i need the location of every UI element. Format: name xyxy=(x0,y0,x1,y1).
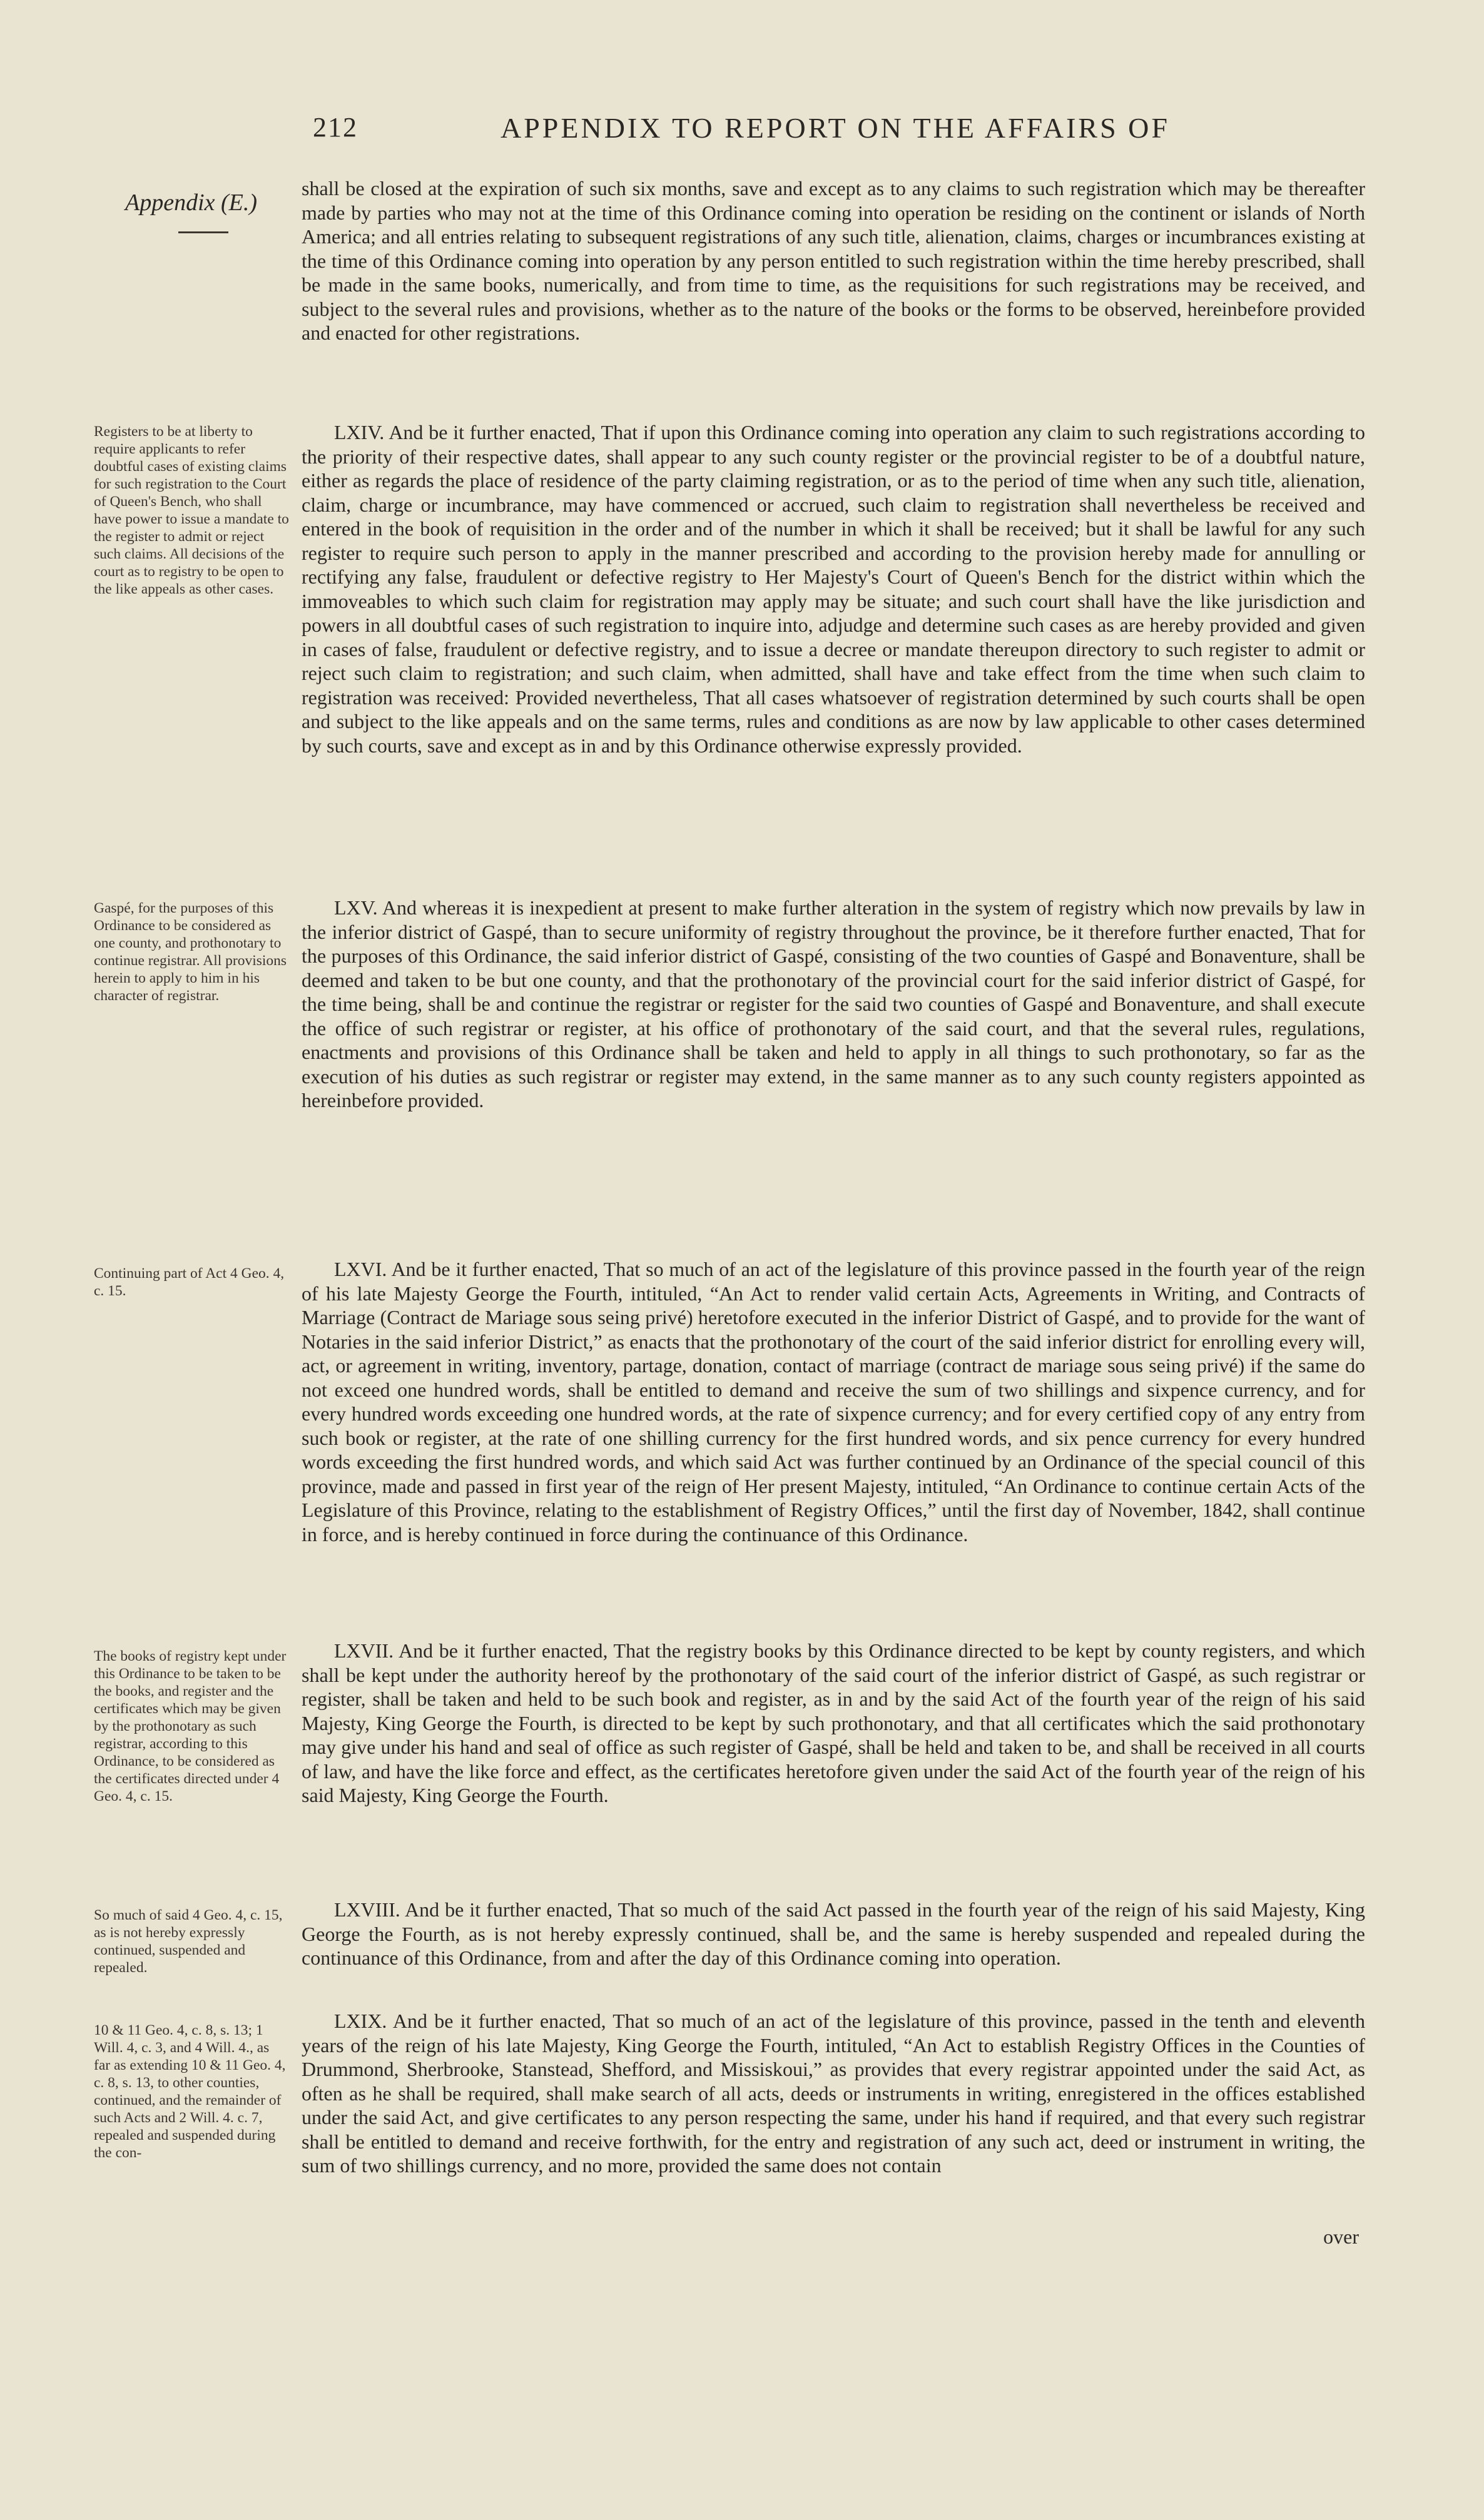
section-lxvii: LXVII. And be it further enacted, That the registry books by this Ordinance directed to be kept by county registers, and which shall be kept under the authority hereof by the prothonotary of the said court of the inferior district of Gaspé, as such registrar or register, shall be taken and held to be such book and register, as in and by the said Act of the fourth year of the reign of his said Majesty, King George the Fourth, is directed to be kept by such prothonotary, and that all certificates which the said prothonotary may give under his hand and seal of office as such register of Gaspé, shall be held and taken to be, and shall be received in all courts of law, and have the like force and effect, as the certificates heretofore given under the said Act of the fourth year of the reign of his said Majesty, King George the Fourth. xyxy=(302,1639,1365,1806)
section-lxvi: LXVI. And be it further enacted, That so much of an act of the legislature of this province passed in the fourth year of the reign of his late Majesty George the Fourth, intituled, “An Act to render valid certain Acts, Agreements in Writing, and Contracts of Marriage (Contract de Mariage sous seing privé) heretofore executed in the inferior District of Gaspé, and to provide for the want of Notaries in the said inferior District,” as enacts that the prothonotary of the court of the said inferior district for enrolling every will, act, or agreement in writing, inventory, partage, donation, contact of marriage (contract de mariage sous seing privé) if the same do not exceed one hundred words, shall be entitled to demand and receive the sum of two shillings and sixpence currency, and for every hundred words exceeding one hundred words, at the rate of sixpence currency; and for every certified copy of any entry from such book or register, at the rate of one shilling currency for the first hundred words, and six pence currency for every hundred words exceeding the first hundred words, and which said Act was further continued by an Ordinance of the special council of this province, made and passed in first year of the reign of Her present Majesty, intituled, “An Ordinance to continue certain Acts of the Legislature of this Province, relating to the establishment of Registry Offices,” until the first day of November, 1842, shall continue in force, and is hereby continued in force during the continuance of this Ordinance. xyxy=(302,1258,1365,1546)
section-lxviii: LXVIII. And be it further enacted, That so much of the said Act passed in the fourth year of the reign of his said Majesty, King George the Fourth, as is not hereby expressly continued, shall be, and the same is hereby suspended and repealed during the continuance of this Ordinance, from and after the day of this Ordinance coming into operation. xyxy=(302,1898,1365,1969)
paragraph-continuation: shall be closed at the expiration of such six months, save and except as to any claims to such registration which may be thereafter made by parties who may not at the time of this Ordinance coming into operation be residing on the continent or islands of North America; and all entries relating to subsequent registrations of any such title, alienation, claims, charges or incumbrances existing at the time of this Ordinance coming into operation by any person entitled to such registration within the time hereby prescribed, shall be made in the same books, numerically, and from time to time, as the requisitions for such registrations may be received, and subject to the several rules and provisions, whether as to the nature of the books or the forms to be observed, hereinbefore provided and enacted for other registrations. xyxy=(302,177,1365,344)
running-title: APPENDIX TO REPORT ON THE AFFAIRS OF xyxy=(501,112,1170,144)
section-lxiv: LXIV. And be it further enacted, That if upon this Ordinance coming into operation any claim to such registrations according to the priority of their respective dates, shall appear to any such county register or the provincial register to be of a doubtful nature, either as regards the place of residence of the party claiming registration, or as to the period of time when any such title, alienation, claim, charge or incumbrance, may have commenced or accrued, such claim to registration shall nevertheless be received and entered in the book of requisition in the order and of the number in which it shall be received; but it shall be lawful for any such register to require such person to apply in the manner prescribed and according to the provision hereby made for annulling or rectifying any false, fraudulent or defective registry to Her Majesty's Court of Queen's Bench for the district within which the immoveables to which such claim for registration may apply may be situate; and such court shall have the like jurisdiction and powers in all doubtful cases of such registration to inquire into, adjudge and determine such cases as are hereby provided and given in cases of false, fraudulent or defective registry, and to issue a decree or mandate thereupon directory to such register to admit or reject such claim to registration; and such claim, when admitted, shall have and take effect from the time when such claim to registration was received: Provided nevertheless, That all cases whatsoever of registration determined by such courts shall be open and subject to the like appeals and on the same terms, rules and conditions as are now by law applicable to other cases determined by such courts, save and except as in and by this Ordinance otherwise expressly provided. xyxy=(302,421,1365,757)
appendix-rule xyxy=(178,231,228,233)
catchword: over xyxy=(1323,2225,1359,2248)
page-number: 212 xyxy=(313,112,358,143)
appendix-label: Appendix (E.) xyxy=(125,190,258,216)
marginal-note-lxix: 10 & 11 Geo. 4, c. 8, s. 13; 1 Will. 4, c. 3, and 4 Will. 4., as far as extending 10 & 11 Geo. 4, c. 8, s. 13, to other counties, continued, and the remainder of such Acts and 2 Will. 4. c. 7, repealed and suspended during the con- xyxy=(94,2022,286,2161)
marginal-note-lxiv: Registers to be at liberty to require applicants to refer doubtful cases of existing claims for such registration to the Court of Queen's Bench, who shall have power to issue a mandate to the register to admit or reject such claims. All decisions of the court as to registry to be open to the like appeals as other cases. xyxy=(94,423,289,597)
marginal-note-lxvii: The books of registry kept under this Ordinance to be taken to be the books, and register and the certificates which may be given by the prothonotary as such registrar, according to this Ordinance, to be considered as the certificates directed under 4 Geo. 4, c. 15. xyxy=(94,1648,287,1804)
section-lxix: LXIX. And be it further enacted, That so much of an act of the legislature of this province, passed in the tenth and eleventh years of the reign of his late Majesty, King George the Fourth, intituled, “An Act to establish Registry Offices in the Counties of Drummond, Sherbrooke, Stanstead, Shefford, and Missiskoui,” as provides that every registrar appointed under the said Act, as often as he shall be required, shall make search of all acts, deeds or instruments in writing, enregistered in the offices established under the said Act, and give certificates to any person respecting the same, under his hand if required, and that every such registrar shall be entitled to demand and receive forthwith, for the entry and registration of any such act, deed or instrument in writing, the sum of two shillings currency, and no more, provided the same does not contain xyxy=(302,2010,1365,2177)
marginal-note-lxvi: Continuing part of Act 4 Geo. 4, c. 15. xyxy=(94,1265,285,1299)
marginal-note-lxviii: So much of said 4 Geo. 4, c. 15, as is not hereby expressly continued, suspended and repealed. xyxy=(94,1907,283,1976)
section-lxv: LXV. And whereas it is inexpedient at present to make further alteration in the system of registry which now prevails by law in the inferior district of Gaspé, than to secure uniformity of registry throughout the province, be it therefore further enacted, That for the purposes of this Ordinance, the said inferior district of Gaspé, consisting of the two counties of Gaspé and Bonaventure, shall be deemed and taken to be but one county, and that the prothonotary of the provincial court for the said inferior district of Gaspé, for the time being, shall be and continue the registrar or register for the said two counties of Gaspé and Bonaventure, and shall execute the office of such registrar or register, at his office of prothonotary of the said court, and that the several rules, regulations, enactments and provisions of this Ordinance shall be taken and held to apply in all things to such prothonotary, so far as the execution of his duties as such registrar or register may extend, in the same manner as to any such county registers appointed as hereinbefore provided. xyxy=(302,896,1365,1111)
page-header xyxy=(313,111,1376,155)
marginal-note-lxv: Gaspé, for the purposes of this Ordinance to be considered as one county, and prothonotary to continue registrar. All provisions herein to apply to him in his character of registrar. xyxy=(94,900,287,1004)
